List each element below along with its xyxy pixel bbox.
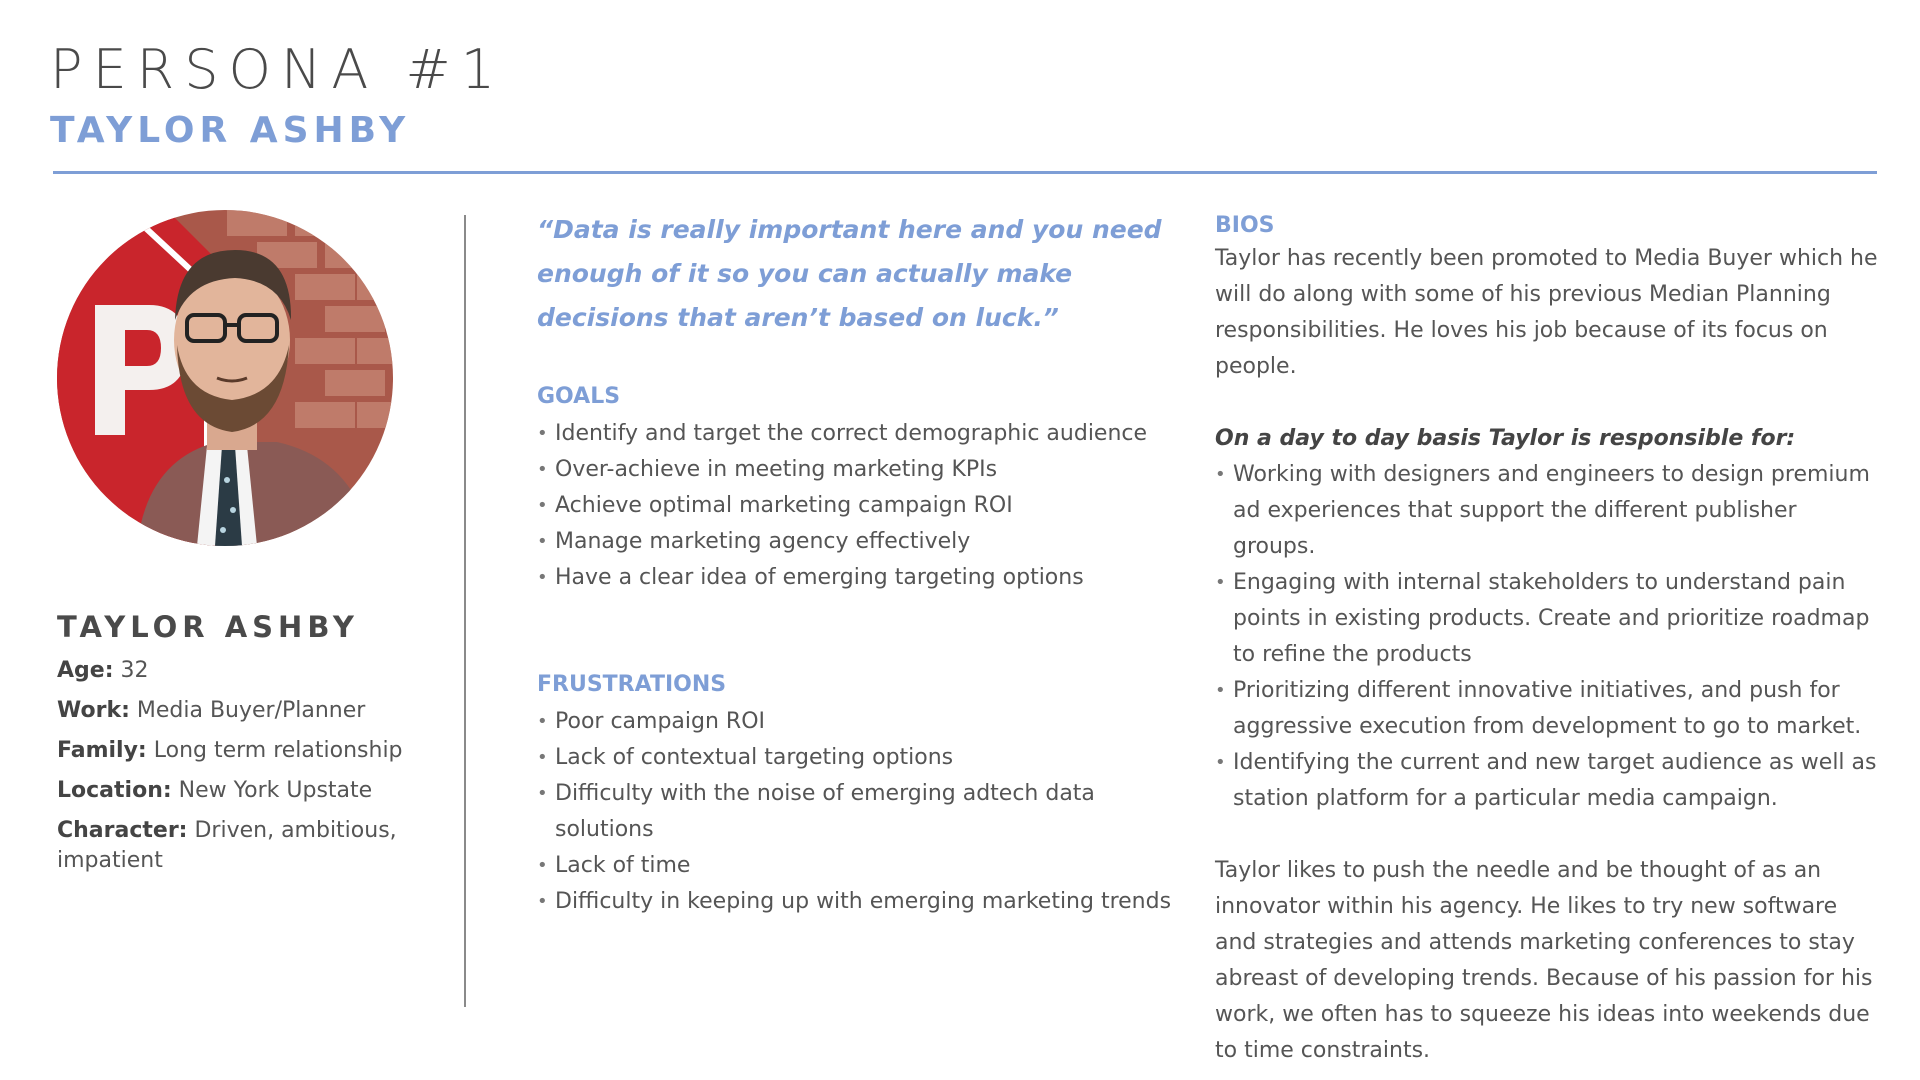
frustrations-section: [537, 670, 1177, 920]
list-item: • Poor campaign ROI: [537, 704, 1177, 740]
character-value: Driven, ambitious, impatient: [57, 818, 397, 873]
responsibilities-heading: On a day to day basis Taylor is responsible for:: [1215, 426, 1796, 451]
family-value: Long term relationship: [153, 738, 403, 763]
list-item: • Have a clear idea of emerging targeting options: [537, 560, 1177, 596]
bios-panel: [1215, 211, 1885, 1069]
page-subtitle: TAYLOR ASHBY: [50, 110, 411, 151]
family-label: Family:: [57, 738, 147, 763]
location-value: New York Upstate: [178, 778, 373, 803]
goals-heading: GOALS: [537, 384, 621, 409]
list-item: • Lack of time: [537, 848, 1177, 884]
age-value: 32: [120, 658, 149, 683]
location-field: [57, 776, 417, 806]
frustrations-list: [537, 704, 1177, 920]
goals-panel: [537, 208, 1177, 920]
work-field: [57, 696, 417, 726]
list-item: • Manage marketing agency effectively: [537, 524, 1177, 560]
column-divider: [464, 215, 466, 1007]
profile-panel: [57, 610, 417, 886]
goals-section: [537, 382, 1177, 596]
persona-photo: [57, 210, 393, 546]
list-item: • Identify and target the correct demographic audience: [537, 416, 1177, 452]
bios-intro: Taylor has recently been promoted to Media Buyer which he will do along with some of his previous Median Planning responsibilities. He loves his job because of its focus on people.: [1215, 246, 1878, 379]
age-field: [57, 656, 417, 686]
frustrations-heading: FRUSTRATIONS: [537, 672, 727, 697]
persona-name: TAYLOR ASHBY: [57, 610, 359, 644]
list-item: • Prioritizing different innovative initiatives, and push for aggressive execution from development to go to market.: [1215, 673, 1885, 745]
list-item: • Difficulty in keeping up with emerging marketing trends: [537, 884, 1177, 920]
goals-list: [537, 416, 1177, 596]
list-item: • Achieve optimal marketing campaign ROI: [537, 488, 1177, 524]
list-item: • Identifying the current and new target audience as well as station platform for a particular media campaign.: [1215, 745, 1885, 817]
family-field: [57, 736, 417, 766]
bios-closing: Taylor likes to push the needle and be thought of as an innovator within his agency. He likes to try new software and strategies and attends marketing conferences to stay abreast of developing trends. Because of his passion for his work, we often has to squeeze his ideas into weekends due to time constraints.: [1215, 858, 1873, 1063]
work-label: Work:: [57, 698, 130, 723]
bios-heading: BIOS: [1215, 213, 1275, 238]
persona-quote: “Data is really important here and you need enough of it so you can actually make decisions that aren’t based on luck.”: [537, 215, 1162, 332]
list-item: • Lack of contextual targeting options: [537, 740, 1177, 776]
character-field: [57, 816, 417, 876]
page-title: PERSONA #1: [50, 38, 506, 101]
list-item: • Engaging with internal stakeholders to understand pain points in existing products. Create and prioritize roadmap to refine the products: [1215, 565, 1885, 673]
list-item: • Over-achieve in meeting marketing KPIs: [537, 452, 1177, 488]
work-value: Media Buyer/Planner: [136, 698, 366, 723]
character-label: Character:: [57, 818, 188, 843]
location-label: Location:: [57, 778, 172, 803]
responsibilities-list: [1215, 457, 1885, 817]
list-item: • Working with designers and engineers to design premium ad experiences that support the different publisher groups.: [1215, 457, 1885, 565]
age-label: Age:: [57, 658, 114, 683]
list-item: • Difficulty with the noise of emerging adtech data solutions: [537, 776, 1177, 848]
header-divider: [53, 171, 1877, 174]
